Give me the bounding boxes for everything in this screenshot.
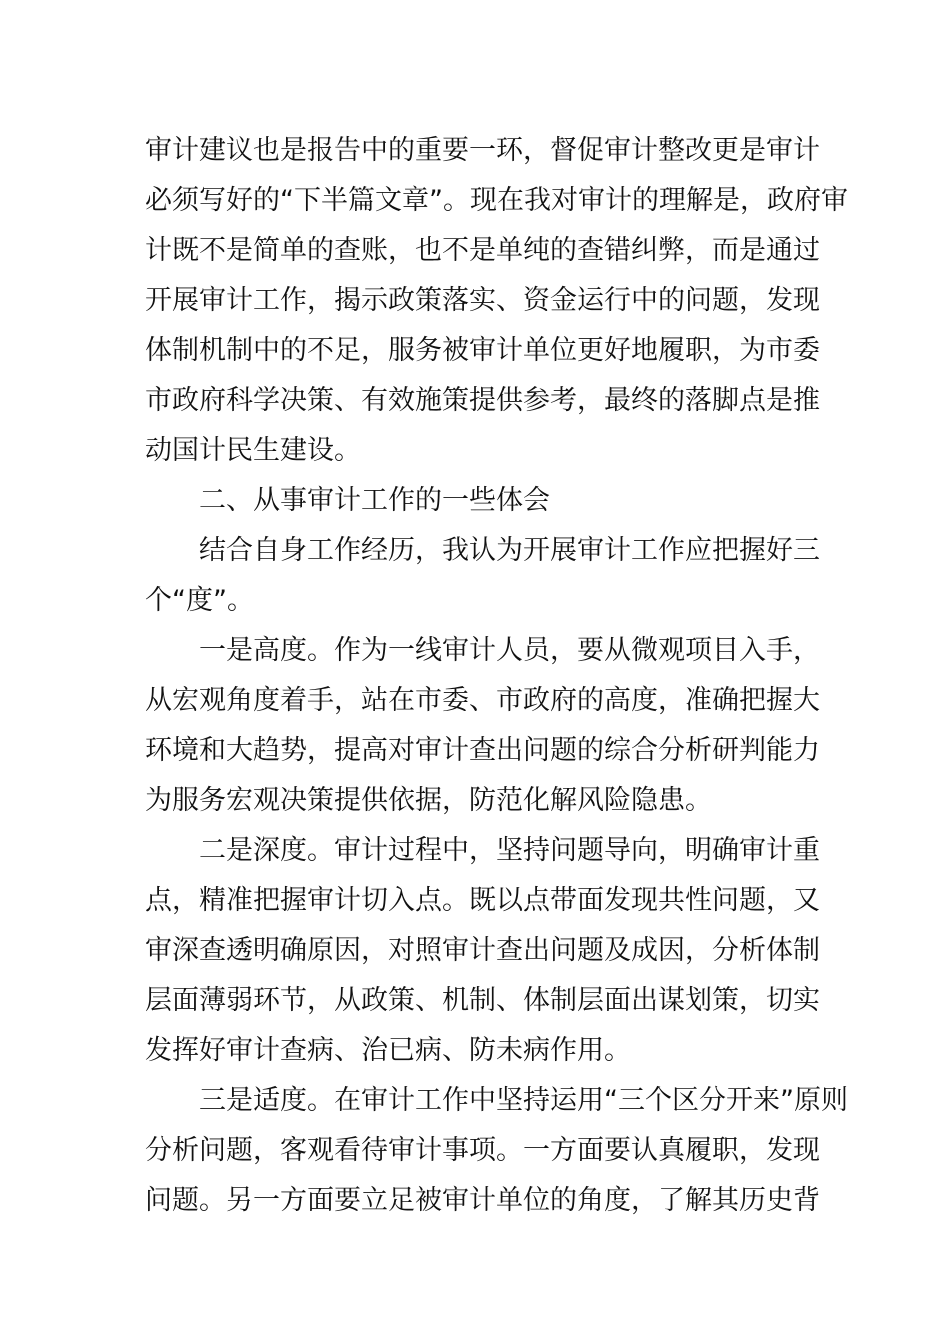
text-line: 一是高度。作为一线审计人员，要从微观项目入手， xyxy=(199,635,820,666)
text-line: 问题。另一方面要立足被审计单位的角度，了解其历史背 xyxy=(145,1185,820,1216)
text-line: 个“度”。 xyxy=(145,585,254,616)
text-line: 点，精准把握审计切入点。既以点带面发现共性问题，又 xyxy=(145,885,820,916)
text-line: 必须写好的“下半篇文章”。现在我对审计的理解是，政府审 xyxy=(145,185,848,216)
text-line: 审计建议也是报告中的重要一环，督促审计整改更是审计 xyxy=(145,135,820,166)
text-line: 体制机制中的不足，服务被审计单位更好地履职，为市委 xyxy=(145,335,820,366)
text-line: 动国计民生建设。 xyxy=(145,435,361,466)
document-body xyxy=(145,126,848,1226)
text-line: 分析问题，客观看待审计事项。一方面要认真履职，发现 xyxy=(145,1135,820,1166)
text-line: 开展审计工作，揭示政策落实、资金运行中的问题，发现 xyxy=(145,285,820,316)
text-line: 环境和大趋势，提高对审计查出问题的综合分析研判能力 xyxy=(145,735,820,766)
text-line: 结合自身工作经历，我认为开展审计工作应把握好三 xyxy=(199,535,820,566)
text-line: 三是适度。在审计工作中坚持运用“三个区分开来”原则 xyxy=(199,1085,848,1116)
text-line: 发挥好审计查病、治已病、防未病作用。 xyxy=(145,1035,631,1066)
text-line: 审深查透明确原因，对照审计查出问题及成因，分析体制 xyxy=(145,935,820,966)
text-line: 市政府科学决策、有效施策提供参考，最终的落脚点是推 xyxy=(145,385,820,416)
text-line: 为服务宏观决策提供依据，防范化解风险隐患。 xyxy=(145,785,712,816)
text-line: 层面薄弱环节，从政策、机制、体制层面出谋划策，切实 xyxy=(145,985,820,1016)
section-heading: 二、从事审计工作的一些体会 xyxy=(199,485,550,516)
text-line: 从宏观角度着手，站在市委、市政府的高度，准确把握大 xyxy=(145,685,820,716)
text-line: 二是深度。审计过程中，坚持问题导向，明确审计重 xyxy=(199,835,820,866)
text-line: 计既不是简单的查账，也不是单纯的查错纠弊，而是通过 xyxy=(145,235,820,266)
